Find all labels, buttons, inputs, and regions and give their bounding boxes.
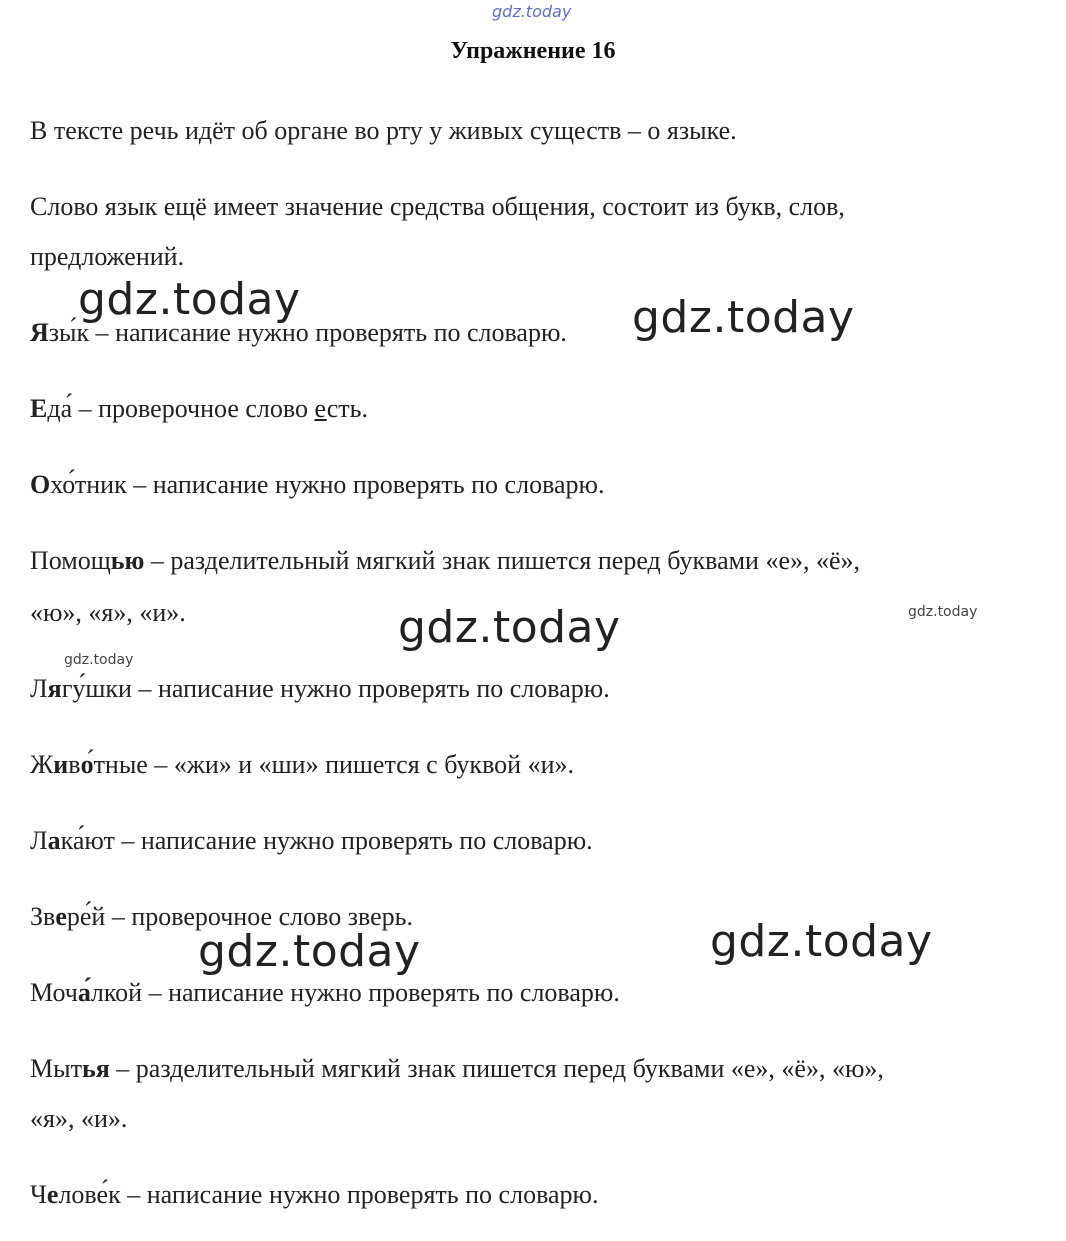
entry-explanation: – написание нужно проверять по словарю. <box>120 1180 599 1209</box>
entry-word-rest: ре́й <box>66 902 106 931</box>
entry-word-start: Л <box>30 826 48 855</box>
watermark-small: gdz.today <box>908 604 978 620</box>
entry-zhivotnye <box>30 750 574 780</box>
entry-okhotnik <box>30 470 604 500</box>
entry-word-start: Зв <box>30 902 56 931</box>
entry-explanation: – написание нужно проверять по словарю. <box>142 978 620 1007</box>
entry-word-rest: да́ <box>47 394 73 423</box>
entry-mochalkoy <box>30 978 620 1008</box>
entry-bold: Я <box>30 318 49 347</box>
entry-explanation: – написание нужно проверять по словарю. <box>131 674 610 703</box>
entry-bold: ью <box>110 546 145 575</box>
watermark: gdz.today <box>78 274 301 325</box>
intro-line-2: Слово язык ещё имеет значение средства общения, состоит из букв, слов, <box>30 192 845 221</box>
entry-word-start: Ж <box>30 750 54 779</box>
watermark-top: gdz.today <box>492 2 572 21</box>
check-letter-underlined: е <box>314 394 327 423</box>
watermark: gdz.today <box>632 292 855 343</box>
entry-bold: а <box>47 826 61 855</box>
entry-bold: я <box>47 674 62 703</box>
entry-explanation: – проверочное слово <box>72 394 315 423</box>
entry-word-mid: в <box>68 750 81 779</box>
entry-word-rest: зы́к <box>48 318 90 347</box>
entry-bold: е <box>46 1180 59 1209</box>
entry-chelovek <box>30 1180 598 1210</box>
entry-mytya <box>30 1054 884 1084</box>
entry-bold: О <box>30 470 51 499</box>
entry-explanation: – разделительный мягкий знак пишется перед буквами «е», «ё», <box>144 546 861 575</box>
entry-bold: Е <box>30 394 48 423</box>
entry-eda <box>30 394 368 424</box>
watermark: gdz.today <box>398 602 621 653</box>
entry-lakayut <box>30 826 593 856</box>
check-word-tail: сть. <box>326 394 368 423</box>
entry-bold: е <box>55 902 67 931</box>
entry-word-start: Л <box>30 674 48 703</box>
entry-explanation: – написание нужно проверять по словарю. <box>126 470 605 499</box>
page-title: Упражнение 16 <box>450 38 616 64</box>
entry-mytya-line2: «я», «и». <box>30 1104 128 1133</box>
entry-word-rest: гу́шки <box>61 674 132 703</box>
entry-bold: и <box>53 750 69 779</box>
entry-word-rest: ́тные <box>93 750 148 779</box>
entry-explanation: – написание нужно проверять по словарю. <box>89 318 567 347</box>
entry-word-rest: лове́к <box>58 1180 121 1209</box>
entry-explanation: – написание нужно проверять по словарю. <box>114 826 593 855</box>
entry-explanation: – проверочное слово зверь. <box>105 902 413 931</box>
entry-bold: а́ <box>77 978 91 1007</box>
entry-pomoshchyu-line2: «ю», «я», «и». <box>30 598 186 627</box>
watermark-small: gdz.today <box>64 652 134 668</box>
entry-word-start: Помощ <box>30 546 111 575</box>
entry-word-rest: лкой <box>90 978 143 1007</box>
entry-explanation: – разделительный мягкий знак пишется перед буквами «е», «ё», «ю», <box>109 1054 884 1083</box>
entry-word-start: Мыт <box>30 1054 82 1083</box>
entry-word-start: Моч <box>30 978 78 1007</box>
entry-word-start: Ч <box>30 1180 47 1209</box>
entry-bold-2: о <box>80 750 94 779</box>
entry-word-rest: хо́тник <box>50 470 127 499</box>
entry-word-rest: ка́ют <box>60 826 115 855</box>
entry-explanation: – «жи» и «ши» пишется с буквой «и». <box>147 750 574 779</box>
watermark: gdz.today <box>198 926 421 977</box>
entry-lyagushki <box>30 674 610 704</box>
intro-line-3: предложений. <box>30 242 185 271</box>
intro-line-1: В тексте речь идёт об органе во рту у живых существ – о языке. <box>30 116 737 145</box>
entry-pomoshchyu <box>30 546 860 576</box>
watermark: gdz.today <box>710 916 933 967</box>
entry-bold: ья <box>81 1054 110 1083</box>
